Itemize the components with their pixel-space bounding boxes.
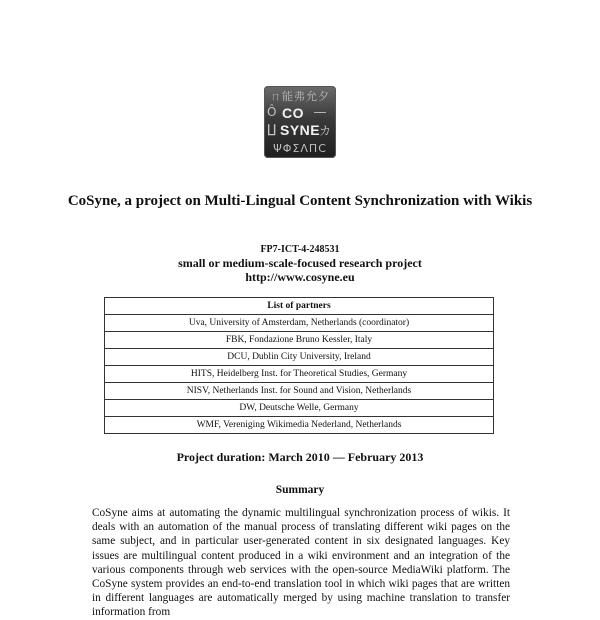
logo-right-glyph-1: ― (314, 105, 326, 119)
logo-bottom-glyphs: ΨΦΣΛΠC (273, 142, 327, 155)
table-row (105, 400, 494, 417)
partners-table (104, 297, 494, 434)
logo-word-syne: SYNE (280, 122, 321, 138)
document-title: CoSyne, a project on Multi-Lingual Content Synchronization with Wikis (67, 193, 533, 209)
table-row (105, 383, 494, 400)
table-row (105, 417, 494, 434)
partners-header: List of partners (105, 298, 494, 315)
partner-cell: FBK, Fondazione Bruno Kessler, Italy (105, 332, 494, 349)
partner-cell: WMF, Vereniging Wikimedia Nederland, Netherlands (105, 417, 494, 434)
table-row (105, 366, 494, 383)
partner-cell: NISV, Netherlands Inst. for Sound and Vision, Netherlands (105, 383, 494, 400)
logo-word-co: CO (282, 105, 304, 121)
table-row (105, 349, 494, 366)
summary-heading: Summary (275, 484, 325, 496)
partner-cell: DCU, Dublin City University, Ireland (105, 349, 494, 366)
table-row (105, 315, 494, 332)
partner-cell: HITS, Heidelberg Inst. for Theoretical Studies, Germany (105, 366, 494, 383)
logo-right-glyph-2: カ (319, 124, 332, 138)
cosyne-logo (264, 86, 336, 158)
table-row (105, 332, 494, 349)
partner-cell: Uva, University of Amsterdam, Netherlands (coordinator) (105, 315, 494, 332)
partner-cell: DW, Deutsche Welle, Germany (105, 400, 494, 417)
project-url[interactable]: http://www.cosyne.eu (245, 270, 355, 284)
logo-left-glyph-1: Ô (267, 105, 277, 119)
partners-header-row (105, 298, 494, 315)
logo-top-glyphs: ㄇ能弗允夕 (270, 90, 330, 103)
project-duration: Project duration: March 2010 — February 2013 (176, 450, 424, 464)
summary-paragraph: CoSyne aims at automating the dynamic multilingual synchronization process of wikis. It deals with an automation of the manual process of translating different wiki pages on the same subject, and in particular user-generated content in six designated languages. Key issues are multilingual content produced in a wiki environment and an integration of the various components through web services with the open-source MediaWiki platform. The CoSyne system provides an end-to-end translation tool in which wiki pages that are written in different languages are automatically merged by using machine translation to transfer information from (92, 507, 510, 619)
project-code: FP7-ICT-4-248531 (260, 244, 340, 255)
project-meta (60, 243, 540, 284)
project-type: small or medium-scale-focused research project (178, 256, 422, 270)
logo-left-glyph-2: ∐ (267, 122, 277, 136)
